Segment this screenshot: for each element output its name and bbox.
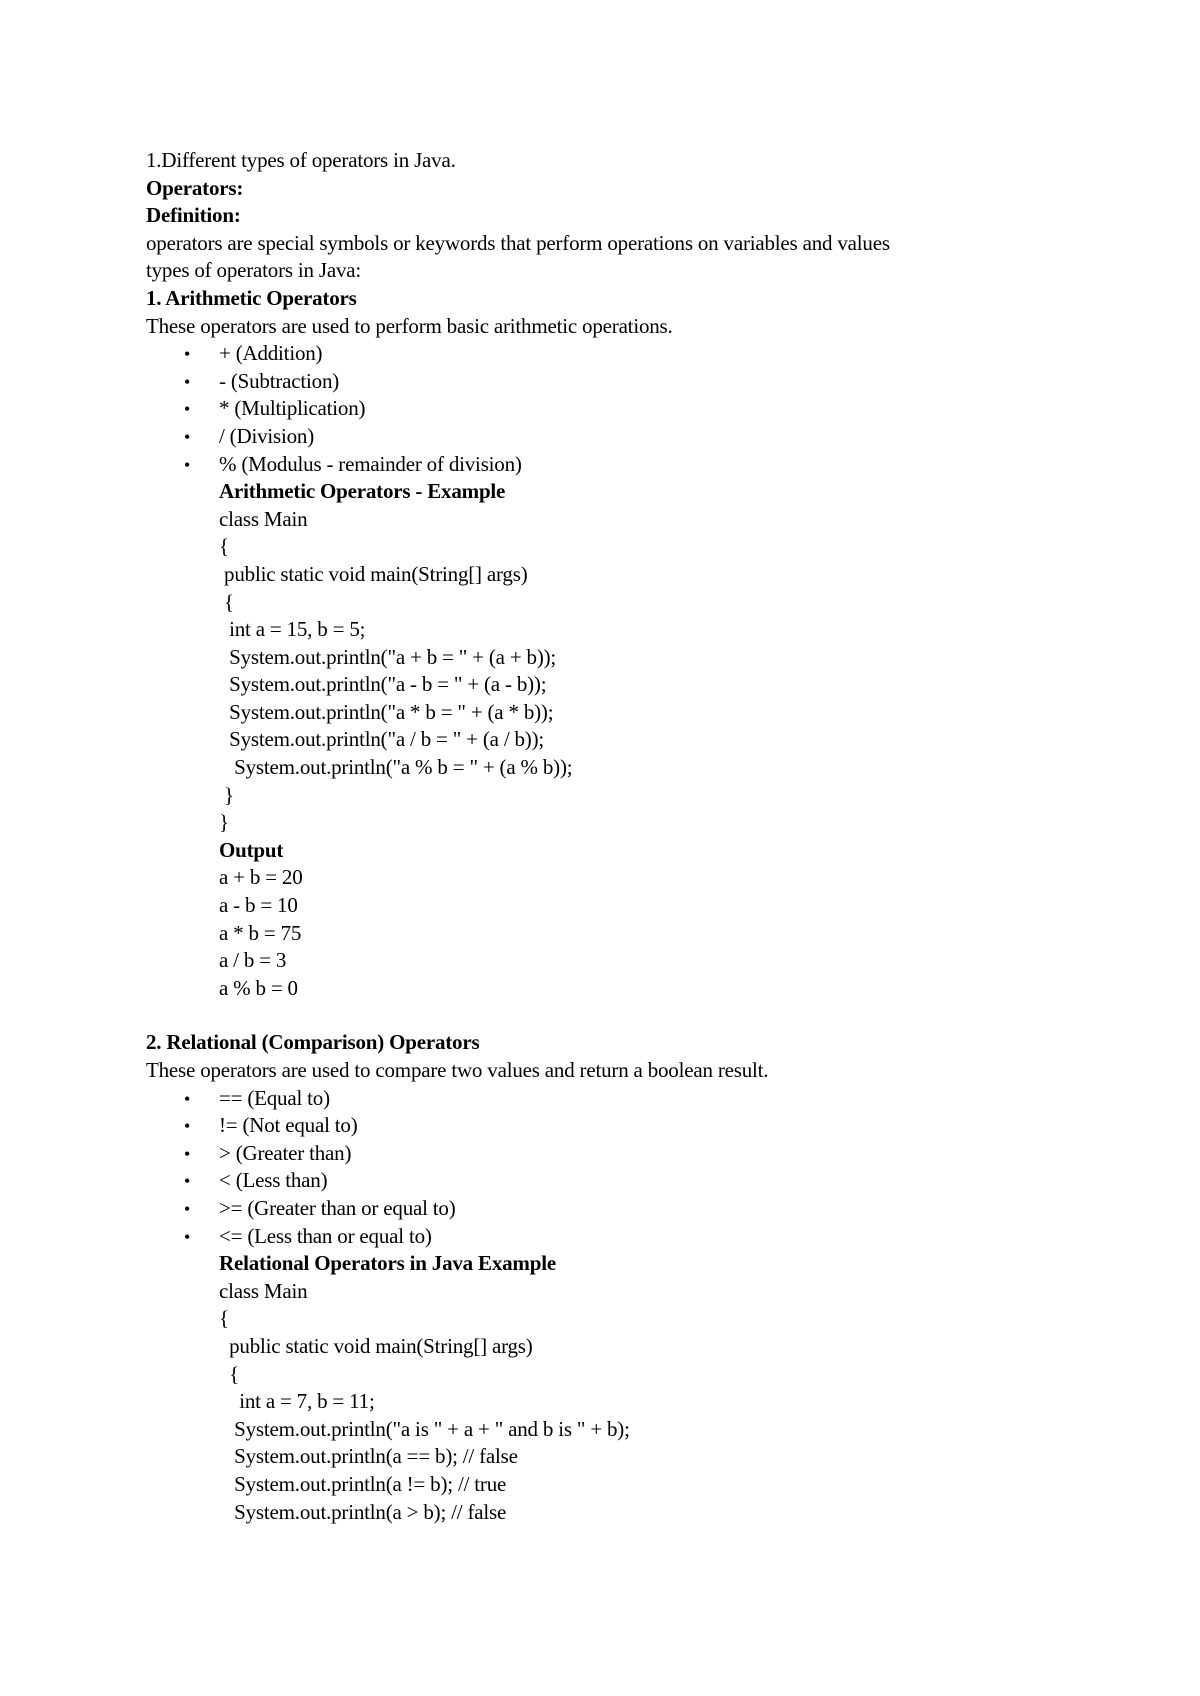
- list-item: [146, 423, 1086, 451]
- output-heading: Output: [219, 837, 284, 862]
- output-line: a * b = 75: [219, 920, 302, 945]
- bullet-icon: •: [184, 344, 191, 365]
- code-line: System.out.println(a != b); // true: [219, 1471, 507, 1496]
- bullet-icon: •: [184, 1226, 191, 1247]
- relational-heading: 2. Relational (Comparison) Operators: [146, 1030, 480, 1055]
- code-line: int a = 7, b = 11;: [219, 1389, 375, 1414]
- bullet-icon: •: [184, 426, 191, 447]
- code-line: System.out.println("a - b = " + (a - b));: [219, 672, 547, 697]
- bullet-icon: •: [184, 371, 191, 392]
- list-item: [146, 451, 1086, 479]
- bullet-text: / (Division): [219, 423, 315, 448]
- document-content: [146, 147, 1086, 1526]
- list-item: [146, 340, 1086, 368]
- code-line: System.out.println("a + b = " + (a + b));: [219, 644, 557, 669]
- list-item: [146, 368, 1086, 396]
- code-line: System.out.println(a > b); // false: [219, 1499, 507, 1524]
- relational-bullet-list: [146, 1085, 1086, 1251]
- code-line: public static void main(String[] args): [219, 1333, 533, 1358]
- output-line: a % b = 0: [219, 975, 298, 1000]
- relational-example-heading: Relational Operators in Java Example: [219, 1251, 556, 1276]
- types-intro: types of operators in Java:: [146, 258, 362, 283]
- bullet-text: * (Multiplication): [219, 396, 366, 421]
- bullet-text: < (Less than): [219, 1168, 328, 1193]
- output-line: a - b = 10: [219, 893, 298, 918]
- bullet-text: != (Not equal to): [219, 1113, 358, 1138]
- relational-description: These operators are used to compare two values and return a boolean result.: [146, 1058, 769, 1082]
- code-line: int a = 15, b = 5;: [219, 617, 366, 642]
- list-item: [146, 1223, 1086, 1251]
- code-line: System.out.println(a == b); // false: [219, 1444, 518, 1469]
- list-item: [146, 1140, 1086, 1168]
- list-item: [146, 1112, 1086, 1140]
- arithmetic-example-heading: Arithmetic Operators - Example: [219, 479, 506, 504]
- output-line: a / b = 3: [219, 948, 287, 973]
- arithmetic-bullet-list: [146, 340, 1086, 478]
- code-line: }: [219, 782, 234, 807]
- intro-title: 1.Different types of operators in Java.: [146, 148, 456, 172]
- code-line: System.out.println("a % b = " + (a % b));: [219, 755, 573, 780]
- bullet-text: - (Subtraction): [219, 368, 340, 393]
- relational-example: [146, 1250, 1086, 1526]
- bullet-icon: •: [184, 1198, 191, 1219]
- code-line: public static void main(String[] args): [219, 561, 528, 586]
- code-line: {: [219, 589, 234, 614]
- operators-heading: Operators:: [146, 175, 244, 200]
- arithmetic-description: These operators are used to perform basic arithmetic operations.: [146, 313, 673, 338]
- code-line: {: [219, 534, 229, 559]
- code-line: class Main: [219, 1278, 308, 1303]
- section-gap: [146, 1002, 1086, 1029]
- bullet-text: % (Modulus - remainder of division): [219, 451, 522, 476]
- bullet-text: <= (Less than or equal to): [219, 1223, 432, 1248]
- bullet-text: >= (Greater than or equal to): [219, 1195, 456, 1220]
- bullet-text: == (Equal to): [219, 1085, 330, 1110]
- code-line: {: [219, 1306, 229, 1331]
- list-item: [146, 395, 1086, 423]
- code-line: System.out.println("a / b = " + (a / b));: [219, 727, 545, 752]
- output-line: a + b = 20: [219, 865, 303, 890]
- list-item: [146, 1167, 1086, 1195]
- definition-text: operators are special symbols or keywords that perform operations on variables and values: [146, 230, 890, 255]
- bullet-icon: •: [184, 1143, 191, 1164]
- arithmetic-example: [146, 478, 1086, 1002]
- bullet-text: + (Addition): [219, 341, 323, 366]
- code-line: }: [219, 810, 229, 835]
- arithmetic-heading: 1. Arithmetic Operators: [146, 285, 357, 310]
- code-line: {: [219, 1361, 239, 1386]
- bullet-icon: •: [184, 1171, 191, 1192]
- code-line: System.out.println("a is " + a + " and b is " + b);: [219, 1416, 630, 1441]
- bullet-icon: •: [184, 399, 191, 420]
- bullet-icon: •: [184, 1088, 191, 1109]
- bullet-text: > (Greater than): [219, 1140, 352, 1165]
- bullet-icon: •: [184, 1116, 191, 1137]
- definition-heading: Definition:: [146, 203, 241, 228]
- code-line: class Main: [219, 506, 308, 531]
- list-item: [146, 1195, 1086, 1223]
- bullet-icon: •: [184, 454, 191, 475]
- list-item: [146, 1085, 1086, 1113]
- code-line: System.out.println("a * b = " + (a * b));: [219, 699, 554, 724]
